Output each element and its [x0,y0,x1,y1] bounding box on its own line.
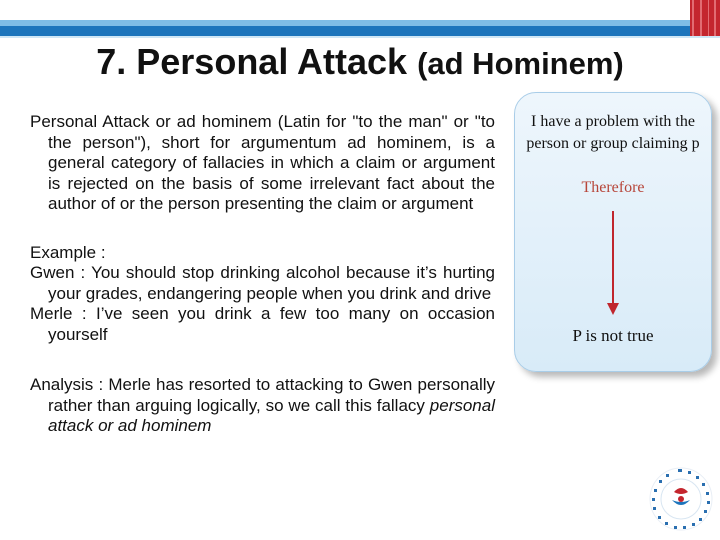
example-merle: Merle : I’ve seen you drink a few too many on occasion yourself [30,304,495,344]
analysis-text [30,375,495,437]
content-column [30,112,495,437]
definition-text: Personal Attack or ad hominem (Latin for "to the man" or "to the person"), short for argumentum ad hominem, is a general category of fallacies in which a claim or argument is rejected on the basis of some irrelevant fact about the author of or the person presenting the claim or argument [30,112,495,213]
analysis-emphasis: personal attack or ad hominem [48,395,495,435]
argument-diagram-box [514,92,712,372]
slide-title [0,38,720,88]
title-paren: (ad Hominem) [417,46,624,81]
title-main: 7. Personal Attack [96,41,408,82]
premise-text: I have a problem with the person or group claiming p [526,113,700,152]
university-seal-icon [648,466,714,532]
down-arrow-icon [605,211,621,317]
therefore-text: Therefore [581,179,645,196]
example-gwen: Gwen : You should stop drinking alcohol because it’s hurting your grades, endangering people when you drink and drive [30,263,495,303]
analysis-prefix: Analysis : Merle has resorted to attacking to Gwen personally rather than arguing logically, so we call this fallacy [30,375,495,415]
top-banner [0,0,720,38]
example-label: Example : [30,242,106,262]
conclusion-text: P is not true [572,326,654,345]
